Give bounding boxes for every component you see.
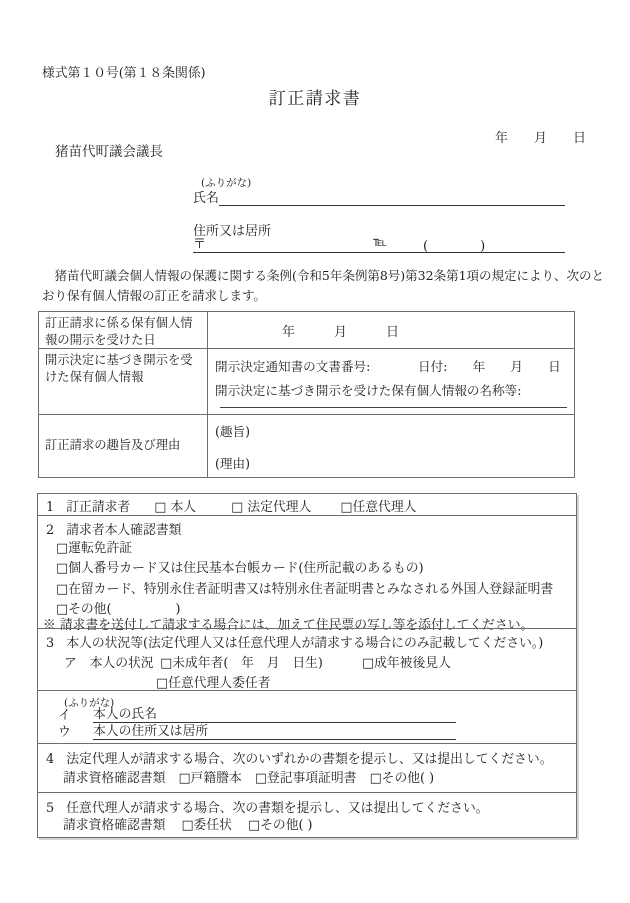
sub-a-label: ア 本人の状況 <box>64 656 154 671</box>
reason-label: (理由) <box>215 456 251 471</box>
furigana-label: (ふりがな) <box>64 697 115 709</box>
date-field[interactable]: 年 月 日 <box>495 131 587 146</box>
intro-paragraph <box>42 266 604 305</box>
disclosure-date-field[interactable]: 年 月 日 <box>282 325 400 340</box>
checkbox-voluntary-representative[interactable]: □任意代理人 <box>340 500 417 515</box>
section-number: 4 <box>46 752 55 767</box>
requester-details-table <box>37 493 577 838</box>
disclosure-info-table <box>38 311 575 478</box>
checkbox-other-voluntary-doc[interactable]: □その他( ) <box>248 818 313 833</box>
person-address-row <box>58 723 456 740</box>
doc-number-label: 開示決定通知書の文書番号: <box>215 359 371 374</box>
sub-i-label: イ <box>58 708 71 723</box>
section-2-identity-docs <box>38 515 576 633</box>
name-input-line[interactable] <box>219 186 565 206</box>
section-number: 2 <box>46 523 55 538</box>
table-row <box>39 312 574 348</box>
checkbox-drivers-license[interactable]: □運転免許証 <box>56 541 133 556</box>
furigana-label: (ふりがな) <box>201 177 252 189</box>
tel-label: ℡ <box>373 235 387 250</box>
section-1-label: 訂正請求者 <box>66 500 131 515</box>
address-label: 住所又は居所 <box>193 224 272 239</box>
checkbox-legal-representative[interactable]: □ 法定代理人 <box>231 500 312 515</box>
section-number: 5 <box>46 801 55 816</box>
section-3-person-name-address <box>38 690 576 743</box>
section-5-label: 任意代理人が請求する場合、次の書類を提示し、又は提出してください。 <box>66 801 489 816</box>
mail-request-note: ※ 請求書を送付して請求する場合には、加えて住民票の写し等を添付してください。 <box>43 618 534 633</box>
checkbox-mynumber-card[interactable]: □個人番号カード又は住民基本台帳カード(住所記載のあるもの) <box>56 561 424 576</box>
sub-u-label: ウ <box>58 725 71 740</box>
intro-line-2: おり保有個人情報の訂正を請求します。 <box>42 287 267 303</box>
section-number: 3 <box>46 636 55 651</box>
person-address-input-line[interactable]: 本人の住所又は居所 <box>93 720 456 740</box>
doc-date-field[interactable]: 日付: 年 月 日 <box>418 359 561 374</box>
checkbox-other-legal-doc[interactable]: □その他( ) <box>369 771 435 786</box>
checkbox-registration-certificate[interactable]: □登記事項証明書 <box>254 771 357 786</box>
page-title: 訂正請求書 <box>268 89 362 109</box>
qualification-doc-label: 請求資格確認書類 <box>63 818 166 833</box>
intro-line-1: 猪苗代町議会個人情報の保護に関する条例(令和5年条例第8号)第32条第1項の規定により、次のと <box>42 268 605 283</box>
section-3-label: 本人の状況等(法定代理人又は任意代理人が請求する場合にのみ記載してください。) <box>66 636 544 651</box>
section-4-legal-rep-docs <box>38 743 576 792</box>
checkbox-power-of-attorney[interactable]: □委任状 <box>181 818 232 833</box>
table-row <box>39 348 574 414</box>
section-4-label: 法定代理人が請求する場合、次のいずれかの書類を提示し、又は提出してください。 <box>66 752 553 767</box>
checkbox-person-self[interactable]: □ 本人 <box>154 500 197 515</box>
person-name-input-line[interactable]: 本人の氏名 <box>93 703 456 723</box>
section-1-requester <box>38 494 576 515</box>
qualification-doc-label: 請求資格確認書類 <box>63 771 166 786</box>
section-3-person-status <box>38 628 576 690</box>
checkbox-voluntary-delegator[interactable]: □任意代理人委任者 <box>156 676 271 691</box>
checkbox-residence-card[interactable]: □在留カード、特別永住者証明書又は特別永住者証明書とみなされる外国人登録証明書 <box>56 582 554 597</box>
section-number: 1 <box>46 500 55 515</box>
section-2-label: 請求者本人確認書類 <box>66 523 182 538</box>
table-row <box>39 414 574 477</box>
purpose-label: (趣旨) <box>215 424 251 439</box>
checkbox-other-id[interactable]: □その他( ) <box>56 602 181 617</box>
tel-number-field[interactable]: ( ) <box>423 239 486 254</box>
name-field-row <box>193 187 565 206</box>
t1-row1-label: 訂正請求に係る保有個人情報の開示を受けた日 <box>39 312 208 348</box>
t1-row2-label: 開示決定に基づき開示を受けた保有個人情報 <box>39 349 208 414</box>
checkbox-adult-ward[interactable]: □成年被後見人 <box>362 656 451 671</box>
section-5-voluntary-rep-docs <box>38 792 576 837</box>
checkbox-minor[interactable]: □未成年者( 年 月 日生) <box>160 656 323 671</box>
address-input-line[interactable] <box>193 233 565 253</box>
checkbox-family-register[interactable]: □戸籍謄本 <box>178 771 242 786</box>
info-name-input-line[interactable] <box>220 407 567 408</box>
t1-row3-label: 訂正請求の趣旨及び理由 <box>39 415 208 477</box>
name-label: 氏名 <box>193 191 220 206</box>
info-name-label: 開示決定に基づき開示を受けた保有個人情報の名称等: <box>215 383 522 398</box>
postal-mark: 〒 <box>193 237 207 252</box>
addressee-label: 猪苗代町議会議長 <box>55 144 163 160</box>
form-number: 様式第１０号(第１８条関係) <box>42 66 206 81</box>
